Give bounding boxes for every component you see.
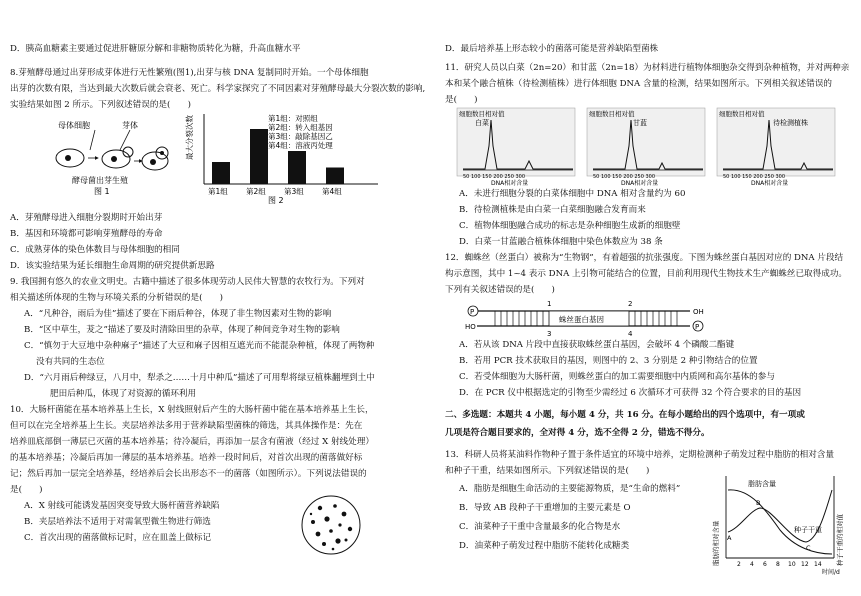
q10-line: 培养皿底部倒一薄层已灭菌的基本培养基；待冷凝后，再添加一层含有菌液（经过 X 射线处理） [10, 437, 374, 447]
q9-option-c-cont: 没有共同的生态位 [36, 357, 105, 367]
q8-line: 8.芽殖酵母通过出芽形成芽体进行无性繁殖(图1),出芽与核 DNA 复制同时开始。一个母体细胞 [10, 68, 369, 78]
q12-option-d: D．在 PCR 仪中根据选定的引物至少需经过 6 次循环才可获得 32 个符合要求的目的基因 [459, 388, 802, 398]
q10-line: 记；然后再加一层完全培养基，经培养后会长出形态不一的菌落（如图所示）。下列说法错误的 [10, 469, 367, 479]
figure1-budding-yeast [50, 116, 170, 196]
bar-2 [250, 129, 268, 184]
point-c: C [806, 544, 811, 552]
histogram-title: 待检测植株 [773, 119, 808, 127]
bar-3 [288, 151, 306, 184]
q10-line: 的基本培养基；冷凝后再加一薄层的基本培养基。培养一段时间后，对首次出现的菌落做好标 [10, 453, 363, 463]
q11-option-a: A．未进行细胞分裂的白菜体细胞中 DNA 相对含量约为 60 [459, 189, 686, 199]
q10-line: 但可以在完全培养基上生长。夹层培养法多用于营养缺陷型菌株的筛选，其具体操作是：先在 [10, 421, 363, 431]
q9-option-a: A．“凡种谷，雨后为佳”描述了要在下雨后种谷，体现了非生物因素对生物的影响 [24, 309, 332, 319]
q13-option-a: A．脂肪是细胞生命活动的主要能源物质，是“生命的燃料” [459, 484, 681, 494]
q10-option-d: D．最后培养基上形态较小的菌落可能是营养缺陷型菌株 [445, 44, 659, 54]
x-tick: 8 [776, 561, 780, 568]
q10-option-a: A．X 射线可能诱发基因突变导致大肠杆菌营养缺陷 [24, 501, 220, 511]
y-axis-label: 最大分裂次数 [185, 115, 194, 160]
q13-option-d: D．油菜种子萌发过程中脂肪不能转化成糖类 [459, 541, 630, 551]
q13-option-b: B．导致 AB 段种子干重增加的主要元素是 O [459, 503, 631, 513]
q7-option-d: D．胰高血糖素主要通过促进肝糖原分解和非糖物质转化为糖，升高血糖水平 [10, 44, 301, 54]
seed-germination-graph [710, 470, 850, 578]
legend-item: 第3组：敲除基因乙 [268, 132, 333, 141]
x-tick: 2 [737, 561, 741, 568]
q12-line: 构示意图，其中 1~4 表示 DNA 上引物可能结合的位置，目前利用现代生物技术生产蜘蛛丝已取得成功。 [445, 269, 848, 279]
primer-site-4: 4 [628, 330, 633, 338]
phosphate-label: P [470, 308, 475, 316]
fat-label: 脂肪含量 [748, 480, 776, 488]
x-tick: 14 [814, 561, 822, 568]
histogram-test-plant [717, 108, 835, 187]
histogram-ticks: 50 100 150 200 250 300 [463, 174, 526, 180]
q9-option-d: D．“六月雨后种绿豆，八月中，犁杀之……十月中种瓜”描述了可用犁将绿豆植株翻埋到土中 [24, 373, 375, 383]
y-left-label: 脂肪的相对含量 [712, 520, 720, 566]
histogram-ylabel: 细胞数目相对值 [459, 110, 505, 118]
x-tick-label: 第2组 [246, 187, 266, 196]
section-heading: 几项是符合题目要求的，全对得 4 分，选不全得 2 分，错选不得分。 [445, 428, 710, 438]
histogram-xlabel: DNA相对含量 [491, 180, 529, 187]
q9-option-c: C．“慎勿于大豆地中杂种麻子”描述了大豆和麻子因相互遮光而不能混杂种植，体现了两物种 [24, 341, 375, 351]
histogram-ganlan [587, 108, 705, 187]
histogram-xlabel: DNA相对含量 [751, 180, 789, 187]
fig1-bud-label: 芽体 [122, 121, 138, 130]
x-tick: 10 [788, 561, 796, 568]
x-tick-label: 第4组 [322, 187, 342, 196]
legend-item: 第1组：对照组 [268, 114, 318, 123]
petri-dish-figure [300, 494, 362, 556]
q11-line: 11．研究人员以白菜（2n=20）和甘蓝（2n=18）为材料进行植物体细胞杂交得到杂种植物，并对两种亲 [445, 63, 850, 73]
primer-site-3: 3 [547, 330, 552, 338]
histogram-xlabel: DNA相对含量 [621, 180, 659, 187]
q8-option-c: C．成熟芽体的染色体数目与母体细胞的相同 [10, 245, 180, 255]
q9-line: 9. 我国拥有悠久的农业文明史。古籍中描述了很多体现劳动人民伟大智慧的农牧行为。下列对 [10, 277, 365, 287]
q11-line: 是( ) [445, 95, 478, 105]
dry-weight-label: 种子干重 [794, 526, 822, 534]
fig1-number: 图 1 [94, 187, 110, 196]
point-a: A [727, 534, 732, 542]
q9-option-d-cont: 肥田后种瓜，体现了对资源的循环利用 [50, 389, 197, 399]
bar-1 [212, 162, 230, 184]
q12-line: 下列有关叙述错误的是( ) [445, 285, 555, 295]
q10-option-c: C．首次出现的菌落做标记时，应在皿盖上做标记 [24, 533, 212, 543]
section-heading: 二、多选题：本题共 4 小题，每小题 4 分，共 16 分。在每小题给出的四个选项中，有一项或 [445, 410, 805, 420]
oh-label: OH [693, 308, 704, 316]
histogram-title: 甘蓝 [633, 119, 647, 127]
q10-line: 10．大肠杆菌能在基本培养基上生长，X 射线照射后产生的大肠杆菌中能在基本培养基上生长， [10, 405, 374, 415]
x-tick: 6 [763, 561, 767, 568]
histogram-ticks: 50 100 150 200 250 300 [723, 174, 786, 180]
y-right-label: 种子干重的相对值 [836, 514, 844, 566]
primer-site-2: 2 [628, 300, 633, 308]
histogram-ylabel: 细胞数目相对值 [589, 110, 635, 118]
q12-line: 12．蜘蛛丝（丝蛋白）被称为“生物钢”，有着超强的抗张强度。下图为蛛丝蛋白基因对应的 DNA 片段结 [445, 253, 844, 263]
primer-site-1: 1 [547, 300, 552, 308]
point-b: B [756, 499, 761, 507]
histogram-baicai [457, 108, 575, 187]
bar-4 [326, 168, 344, 185]
q8-line: 实验结果如图 2 所示。下列叙述错误的是( ) [10, 100, 191, 110]
x-tick: 4 [750, 561, 754, 568]
q12-option-a: A．若从该 DNA 片段中直接获取蛛丝蛋白基因，会破坏 4 个磷酸二酯键 [459, 340, 735, 350]
x-unit: 时间/d [822, 569, 840, 576]
fig1-mother-label: 母体细胞 [58, 121, 90, 130]
histogram-title: 白菜 [475, 119, 489, 127]
legend-item: 第2组：转入组基因 [268, 123, 333, 132]
ho-label: HO [465, 323, 476, 331]
gene-label: 蛛丝蛋白基因 [559, 315, 604, 324]
q13-option-c: C．油菜种子干重中含量最多的化合物是水 [459, 522, 621, 532]
fig1-caption: 酵母菌出芽生殖 [72, 176, 128, 185]
dna-content-histograms [445, 106, 850, 188]
q11-option-d: D．白菜一甘蓝融合植株体细胞中染色体数应为 38 条 [459, 237, 663, 247]
fig2-caption: 图 2 [268, 196, 284, 205]
q12-option-b: B．若用 PCR 技术获取目的基因，则图中的 2、3 分别是 2 种引物结合的位置 [459, 356, 758, 366]
q11-line: 本和某个融合植株（待检测植株）进行体细胞 DNA 含量的检测，结果如图所示。下列相关叙述错误的 [445, 79, 833, 89]
q9-option-b: B．“区中草生，茇之”描述了要及时清除田里的杂草，体现了种间竞争对生物的影响 [24, 325, 340, 335]
dna-fragment-figure [465, 296, 725, 338]
histogram-ylabel: 细胞数目相对值 [719, 110, 765, 118]
x-tick-label: 第3组 [284, 187, 304, 196]
x-tick: 12 [801, 561, 809, 568]
phosphate-label: P [695, 323, 700, 331]
q11-option-c: C．植物体细胞融合成功的标志是杂种细胞生成新的细胞壁 [459, 221, 681, 231]
q8-option-b: B．基因和环境都可影响芽殖酵母的寿命 [10, 229, 163, 239]
figure2-bar-chart [180, 110, 380, 205]
q10-option-b: B．夹层培养法不适用于对需氧型微生物进行筛选 [24, 517, 211, 527]
q12-option-c: C．若受体细胞为大肠杆菌，则蛛丝蛋白的加工需要细胞中内质网和高尔基体的参与 [459, 372, 775, 382]
dry-weight-curve [728, 490, 832, 542]
q10-line: 是( ) [10, 485, 43, 495]
fat-content-curve [728, 490, 832, 554]
x-tick-label: 第1组 [208, 187, 228, 196]
q13-line: 13．科研人员将某油料作物种子置于条件适宜的环境中培养，定期检测种子萌发过程中脂肪的相对含量 [445, 450, 835, 460]
q13-line: 和种子干重，结果如图所示。下列叙述错误的是( ) [445, 466, 650, 476]
histogram-ticks: 50 100 150 200 250 300 [593, 174, 656, 180]
q8-option-a: A．芽殖酵母进入细胞分裂期时开始出芽 [10, 213, 163, 223]
q8-option-d: D．该实验结果为延长细胞生命周期的研究提供新思路 [10, 261, 215, 271]
q11-option-b: B．待检测植株是由白菜一白菜细胞融合发育而来 [459, 205, 646, 215]
petri-dish [302, 496, 360, 554]
q9-line: 相关描述所体现的生物与环境关系的分析错误的是( ) [10, 293, 223, 303]
legend-item: 第4组：溶液丙处理 [268, 141, 333, 150]
q8-line: 出芽的次数有限，当达到最大次数后就会衰老、死亡。科学家探究了不同因素对芽殖酵母最大分裂次数的影响, [10, 84, 426, 94]
